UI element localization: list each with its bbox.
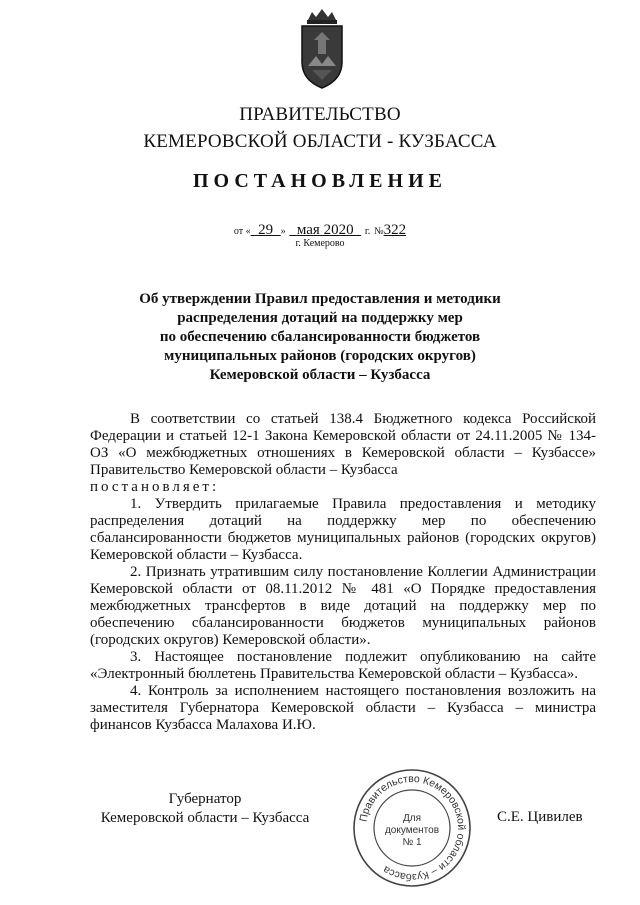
intro-paragraph: В соответствии со статьей 138.4 Бюджетного кодекса Российской Федерации и статьей 12-1 Закона Кемеровской области от 24.11.2005 № 134-ОЗ «О межбюджетных отношениях в Кемеровской области – Кузбассе» Правительство Кемеровской области – Кузбасса <box>90 411 596 478</box>
government-region: КЕМЕРОВСКОЙ ОБЛАСТИ - КУЗБАССА <box>143 131 497 152</box>
document-body <box>90 411 596 734</box>
title-line: Кемеровской области – Кузбасса <box>209 367 431 383</box>
title-line: распределения дотаций на поддержку мер <box>177 310 463 326</box>
government-title: ПРАВИТЕЛЬСТВО <box>239 104 401 125</box>
date-mid: » <box>280 226 286 237</box>
coat-of-arms-icon <box>296 6 348 92</box>
city: г. Кемерово <box>295 238 345 249</box>
clause-2: 2. Признать утратившим силу постановление Коллегии Администрации Кемеровской области от 08.11.2012 № 481 «О Порядке предоставления межбюджетных трансфертов в виде дотаций на поддержку мер по обеспечению сбалансированности бюджетов муниципальных районов (городских округов) Кемеровской области». <box>90 564 596 648</box>
title-line: Об утверждении Правил предоставления и методики <box>139 291 501 307</box>
date-line <box>0 222 640 239</box>
stamp-line: № 1 <box>402 837 422 848</box>
decree-word: постановляет: <box>90 479 220 495</box>
date-month-year: мая 2020 <box>296 222 354 238</box>
signatory-name: С.Е. Цивилев <box>497 809 583 825</box>
date-day: 29 <box>258 222 274 238</box>
stamp-line: документов <box>384 825 440 836</box>
number-label: № <box>374 226 384 237</box>
official-stamp <box>350 766 474 890</box>
title-line: по обеспечению сбалансированности бюджетов <box>159 329 481 345</box>
date-year-suffix: г. <box>364 226 371 237</box>
date-prefix: от « <box>233 226 251 237</box>
clause-4: 4. Контроль за исполнением настоящего постановления возложить на заместителя Губернатора Кемеровской области – Кузбасса – министра финансов Кузбасса Малахова И.Ю. <box>90 683 596 733</box>
clause-1: 1. Утвердить прилагаемые Правила предоставления и методику распределения дотаций на поддержку мер по обеспечению сбалансированности бюджетов муниципальных районов (городских округов) Кемеровской области – Кузбасса. <box>90 496 596 563</box>
document-title <box>120 290 520 385</box>
title-line: муниципальных районов (городских округов) <box>164 348 476 364</box>
stamp-ring-text: Правительство Кемеровской области – Кузбасса <box>357 772 468 884</box>
clause-3: 3. Настоящее постановление подлежит опубликованию на сайте «Электронный бюллетень Правительства Кемеровской области – Кузбасса». <box>90 649 596 682</box>
document-number: 322 <box>383 222 407 238</box>
stamp-line: Для <box>402 813 422 824</box>
signatory-title: Губернатор Кемеровской области – Кузбасса <box>100 791 310 826</box>
document-type: ПОСТАНОВЛЕНИЕ <box>193 170 447 192</box>
